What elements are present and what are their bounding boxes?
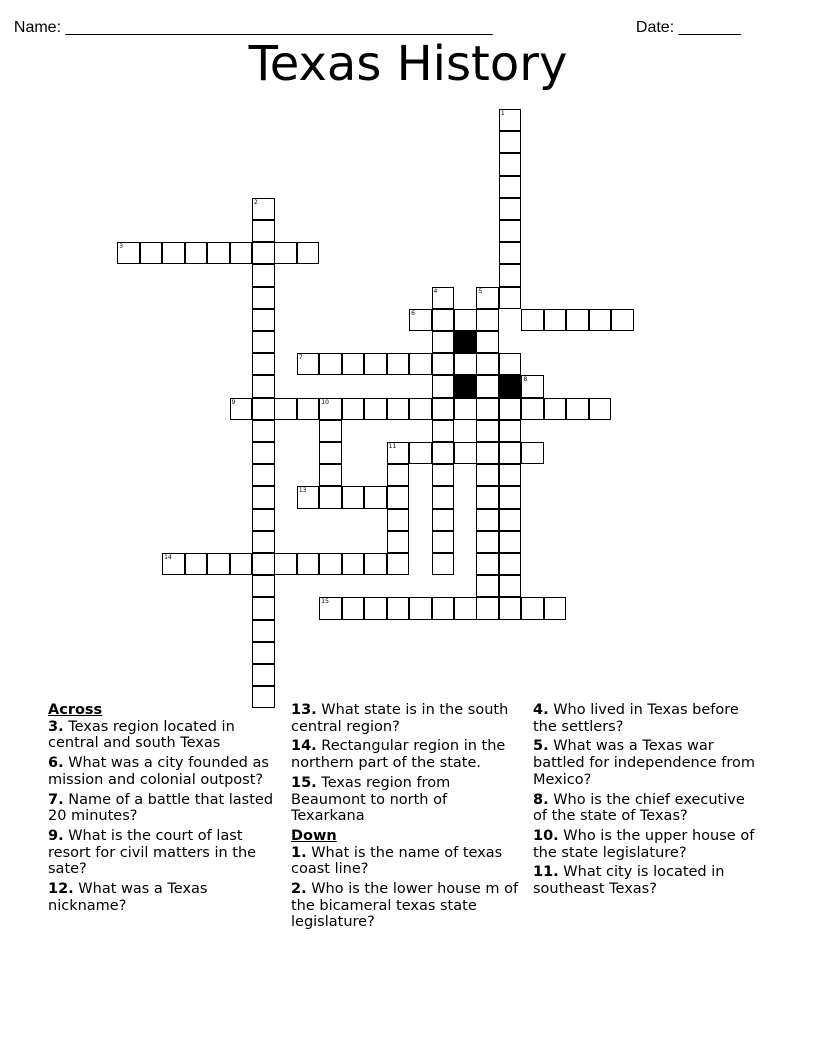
crossword-cell[interactable]	[476, 375, 499, 397]
crossword-cell[interactable]	[364, 553, 387, 575]
crossword-cell[interactable]	[476, 597, 499, 619]
crossword-cell[interactable]	[387, 353, 410, 375]
crossword-cell[interactable]	[252, 353, 275, 375]
crossword-cell[interactable]	[252, 264, 275, 286]
crossword-cell[interactable]	[409, 398, 432, 420]
clue-across-13: 13. What state is in the south central region?	[291, 702, 509, 735]
crossword-cell[interactable]	[252, 331, 275, 353]
clue-down-5: 5. What was a Texas war battled for independence from Mexico?	[533, 738, 755, 788]
clue-across-12: 12. What was a Texas nickname?	[48, 881, 208, 914]
clue-down-10: 10. Who is the upper house of the state legislature?	[533, 827, 755, 861]
crossword-cell[interactable]	[499, 442, 522, 464]
crossword-cell[interactable]	[476, 398, 499, 420]
crossword-cell[interactable]	[387, 464, 410, 486]
crossword-cell[interactable]	[387, 597, 410, 619]
crossword-cell[interactable]	[252, 442, 275, 464]
crossword-cell[interactable]	[499, 264, 522, 286]
crossword-cell[interactable]	[364, 353, 387, 375]
clue-number: 9	[231, 398, 236, 406]
crossword-cell[interactable]	[319, 398, 342, 420]
crossword-cell[interactable]	[274, 553, 297, 575]
crossword-cell[interactable]	[387, 531, 410, 553]
crossword-cell[interactable]	[432, 553, 455, 575]
clue-column-1	[48, 702, 280, 917]
clue-number: 2	[253, 198, 258, 206]
crossword-cell[interactable]	[499, 198, 522, 220]
crossword-cell[interactable]	[544, 309, 567, 331]
crossword-cell[interactable]	[297, 486, 320, 508]
clue-down-11: 11. What city is located in southeast Texas?	[533, 864, 725, 898]
crossword-cell[interactable]	[454, 398, 477, 420]
crossword-cell[interactable]	[342, 486, 365, 508]
crossword-cell[interactable]	[499, 153, 522, 175]
clue-across-9: 9. What is the court of last resort for civil matters in the sate?	[48, 827, 257, 878]
date-line: _______	[678, 19, 741, 36]
crossword-cell[interactable]	[252, 220, 275, 242]
crossword-cell[interactable]	[409, 309, 432, 331]
clue-number: 6	[411, 309, 415, 317]
black-square	[499, 375, 522, 397]
crossword-cell[interactable]	[297, 242, 320, 264]
crossword-cell[interactable]	[252, 620, 275, 642]
crossword-cell[interactable]	[274, 242, 297, 264]
crossword-cell[interactable]	[521, 375, 544, 397]
crossword-cell[interactable]	[476, 464, 499, 486]
clue-number: 14	[164, 554, 172, 561]
crossword-cell[interactable]	[566, 309, 589, 331]
page-title: Texas History	[248, 36, 568, 92]
name-label: Name:	[13, 19, 66, 36]
clue-across-15: 15. Texas region from Beaumont to north of Texarkana	[291, 774, 451, 825]
crossword-cell[interactable]	[387, 486, 410, 508]
crossword-cell[interactable]	[589, 398, 612, 420]
crossword-cell[interactable]	[432, 464, 455, 486]
crossword-cell[interactable]	[230, 398, 253, 420]
crossword-cell[interactable]	[432, 597, 455, 619]
clue-across-6: 6. What was a city founded as mission and colonial outpost?	[48, 755, 269, 788]
crossword-cell[interactable]	[207, 242, 230, 264]
crossword-cell[interactable]	[387, 398, 410, 420]
clue-number: 4	[433, 287, 438, 295]
crossword-cell[interactable]	[364, 398, 387, 420]
crossword-cell[interactable]	[432, 531, 455, 553]
crossword-cell[interactable]	[499, 553, 522, 575]
clue-number: 15	[321, 598, 329, 606]
crossword-cell[interactable]	[319, 420, 342, 442]
crossword-cell[interactable]	[432, 375, 455, 397]
crossword-cell[interactable]	[476, 486, 499, 508]
crossword-cell[interactable]	[454, 442, 477, 464]
crossword-cell[interactable]	[611, 309, 634, 331]
crossword-cell[interactable]	[185, 553, 208, 575]
crossword-cell[interactable]	[319, 597, 342, 619]
clue-down-4: 4. Who lived in Texas before the settlers?	[533, 702, 739, 735]
crossword-cell[interactable]	[252, 420, 275, 442]
crossword-cell[interactable]	[342, 353, 365, 375]
crossword-cell[interactable]	[499, 531, 522, 553]
clue-number: 5	[478, 287, 483, 295]
clue-number: 1	[500, 110, 505, 117]
crossword-cell[interactable]	[499, 509, 522, 531]
clue-number: 13	[298, 487, 307, 495]
crossword-cell[interactable]	[117, 242, 140, 264]
crossword-cell[interactable]	[454, 309, 477, 331]
crossword-cell[interactable]	[319, 464, 342, 486]
clue-column-3	[533, 702, 758, 901]
crossword-cell[interactable]	[230, 242, 253, 264]
crossword-cell[interactable]	[252, 464, 275, 486]
clue-column-2	[291, 702, 523, 934]
clue-number: 11	[388, 443, 397, 450]
crossword-cell[interactable]	[319, 486, 342, 508]
black-square	[454, 375, 477, 397]
crossword-cell[interactable]	[409, 597, 432, 619]
crossword-cell[interactable]	[476, 287, 499, 309]
crossword-cell[interactable]	[476, 309, 499, 331]
crossword-cell[interactable]	[297, 398, 320, 420]
crossword-cell[interactable]	[476, 442, 499, 464]
crossword-cell[interactable]	[252, 553, 275, 575]
crossword-cell[interactable]	[476, 353, 499, 375]
crossword-cell[interactable]	[544, 398, 567, 420]
clue-across-3: 3. Texas region located in central and south Texas	[48, 718, 235, 752]
crossword-cell[interactable]	[499, 597, 522, 619]
crossword-cell[interactable]	[432, 309, 455, 331]
crossword-cell[interactable]	[521, 398, 544, 420]
crossword-cell[interactable]	[252, 242, 275, 264]
crossword-cell[interactable]	[432, 353, 455, 375]
crossword-cell[interactable]	[499, 220, 522, 242]
crossword-cell[interactable]	[476, 575, 499, 597]
clue-down-8: 8. Who is the chief executive of the state of Texas?	[533, 791, 745, 825]
crossword-cell[interactable]	[387, 442, 410, 464]
crossword-cell[interactable]	[252, 509, 275, 531]
crossword-cell[interactable]	[364, 486, 387, 508]
crossword-cell[interactable]	[342, 398, 365, 420]
crossword-cell[interactable]	[521, 442, 544, 464]
crossword-cell[interactable]	[499, 242, 522, 264]
crossword-cell[interactable]	[476, 420, 499, 442]
crossword-cell[interactable]	[432, 420, 455, 442]
crossword-cell[interactable]	[499, 486, 522, 508]
crossword-cell[interactable]	[454, 597, 477, 619]
crossword-cell[interactable]	[476, 509, 499, 531]
clue-number: 8	[523, 376, 528, 384]
crossword-cell[interactable]	[432, 509, 455, 531]
clue-number: 7	[298, 354, 303, 362]
crossword-cell[interactable]	[566, 398, 589, 420]
crossword-cell[interactable]	[140, 242, 163, 264]
crossword-cell[interactable]	[499, 420, 522, 442]
crossword-cell[interactable]	[319, 553, 342, 575]
name-line: ________________________________________________	[65, 19, 493, 36]
crossword-cell[interactable]	[252, 198, 275, 220]
clue-down-2: 2. Who is the lower house m of the bicameral texas state legislature?	[291, 881, 519, 931]
crossword-cell[interactable]	[252, 309, 275, 331]
crossword-cell[interactable]	[476, 553, 499, 575]
crossword-cell[interactable]	[162, 242, 185, 264]
crossword-cell[interactable]	[319, 353, 342, 375]
crossword-cell[interactable]	[162, 553, 185, 575]
crossword-cell[interactable]	[499, 131, 522, 153]
crossword-cell[interactable]	[432, 486, 455, 508]
crossword-cell[interactable]	[499, 464, 522, 486]
crossword-cell[interactable]	[252, 375, 275, 397]
across-heading: Across	[48, 702, 103, 718]
crossword-cell[interactable]	[409, 442, 432, 464]
crossword-cell[interactable]	[499, 287, 522, 309]
down-heading: Down	[291, 827, 337, 844]
crossword-cell[interactable]	[432, 331, 455, 353]
crossword-cell[interactable]	[274, 398, 297, 420]
clue-number: 3	[119, 243, 124, 251]
crossword-cell[interactable]	[252, 597, 275, 619]
crossword-cell[interactable]	[342, 553, 365, 575]
crossword-cell[interactable]	[387, 553, 410, 575]
crossword-cell[interactable]	[589, 309, 612, 331]
crossword-cell[interactable]	[230, 553, 253, 575]
crossword-cell[interactable]	[252, 642, 275, 664]
crossword-cell[interactable]	[432, 442, 455, 464]
clue-number: 10	[321, 398, 329, 406]
crossword-cell[interactable]	[476, 331, 499, 353]
crossword-cell[interactable]	[544, 597, 567, 619]
crossword-cell[interactable]	[409, 353, 432, 375]
crossword-cell[interactable]	[454, 353, 477, 375]
crossword-cell[interactable]	[432, 398, 455, 420]
crossword-cell[interactable]	[476, 531, 499, 553]
crossword-cell[interactable]	[499, 398, 522, 420]
crossword-cell[interactable]	[252, 575, 275, 597]
crossword-cell[interactable]	[499, 176, 522, 198]
crossword-cell[interactable]	[297, 553, 320, 575]
crossword-cell[interactable]	[252, 664, 275, 686]
crossword-cell[interactable]	[364, 597, 387, 619]
crossword-cell[interactable]	[499, 353, 522, 375]
crossword-cell[interactable]	[342, 597, 365, 619]
crossword-cell[interactable]	[185, 242, 208, 264]
crossword-cell[interactable]	[521, 597, 544, 619]
clue-across-14: 14. Rectangular region in the northern part of the state.	[291, 738, 506, 772]
clue-down-1: 1. What is the name of texas coast line?	[291, 844, 503, 878]
crossword-cell[interactable]	[387, 509, 410, 531]
crossword-cell[interactable]	[297, 353, 320, 375]
crossword-cell[interactable]	[252, 287, 275, 309]
date-label: Date:	[635, 19, 679, 36]
crossword-cell[interactable]	[252, 486, 275, 508]
crossword-cell[interactable]	[319, 442, 342, 464]
crossword-cell[interactable]	[499, 575, 522, 597]
clue-across-7: 7. Name of a battle that lasted 20 minutes?	[48, 791, 274, 825]
crossword-cell[interactable]	[499, 109, 522, 131]
crossword-cell[interactable]	[521, 309, 544, 331]
crossword-cell[interactable]	[432, 287, 455, 309]
crossword-cell[interactable]	[252, 531, 275, 553]
black-square	[454, 331, 477, 353]
crossword-cell[interactable]	[252, 398, 275, 420]
crossword-cell[interactable]	[207, 553, 230, 575]
